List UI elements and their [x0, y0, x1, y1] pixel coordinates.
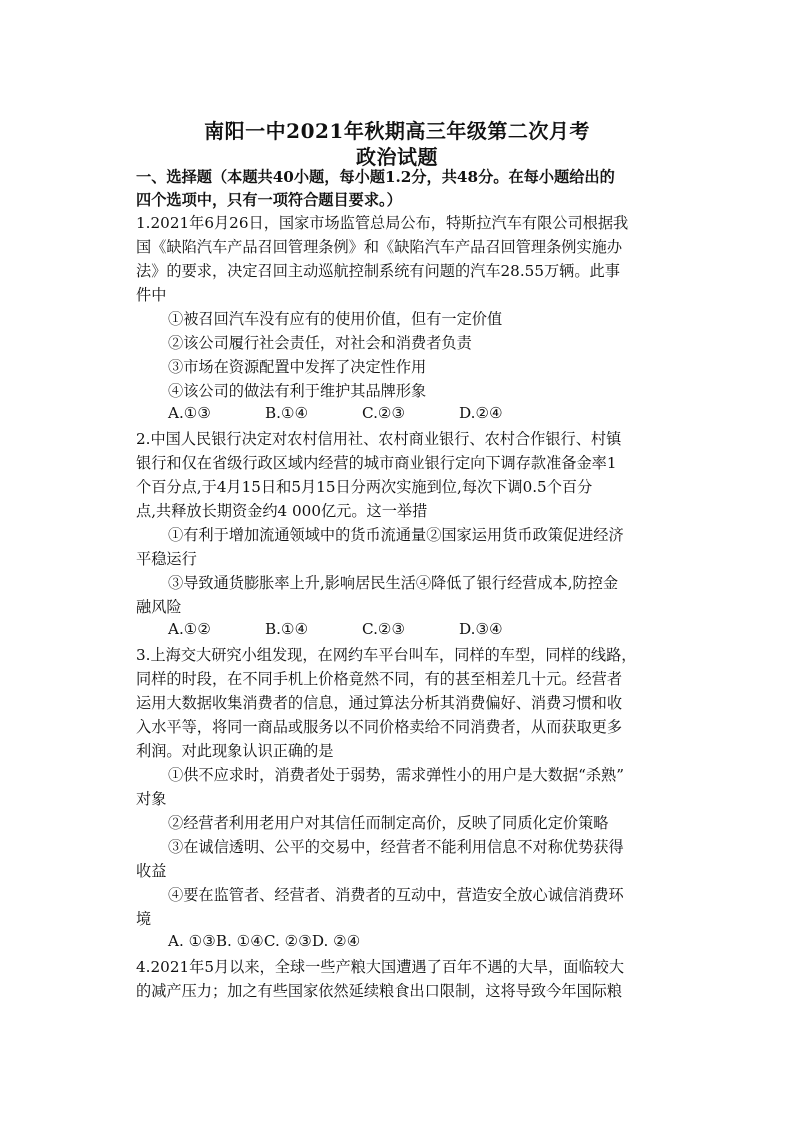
option-b: B.①④ — [265, 620, 309, 638]
question-3-stem: 入水平等，将同一商品或服务以不同价格卖给不同消费者，从而获取更多 — [136, 718, 622, 736]
question-3-stem: 同样的时段，在不同手机上价格竟然不同，有的甚至相差几十元。经营者 — [136, 670, 622, 688]
question-2-item: ①有利于增加流通领域中的货币流通量②国家运用货币政策促进经济 — [168, 526, 624, 544]
option-d: D.②④ — [459, 404, 503, 422]
question-1-item: ①被召回汽车没有应有的使用价值，但有一定价值 — [168, 310, 503, 328]
question-3-stem: 利润。对此现象认识正确的是 — [136, 742, 334, 760]
question-3-item: ④要在监管者、经营者、消费者的互动中，营造安全放心诚信消费环 — [168, 886, 624, 904]
question-4-stem: 的减产压力；加之有些国家依然延续粮食出口限制，这将导致今年国际粮 — [136, 982, 622, 1000]
question-3-stem: 3.上海交大研究小组发现，在网约车平台叫车，同样的车型，同样的线路， — [136, 646, 637, 664]
question-2-item: ③导致通货膨胀率上升,影响居民生活④降低了银行经营成本,防控金 — [168, 574, 619, 592]
page-subtitle: 政治试题 — [356, 145, 438, 169]
option-b: B.①④ — [265, 404, 309, 422]
option-c: C.②③ — [362, 620, 406, 638]
question-3-item: 收益 — [136, 862, 167, 880]
question-1-item: ③市场在资源配置中发挥了决定性作用 — [168, 358, 427, 376]
question-2-item: 平稳运行 — [136, 550, 197, 568]
question-2-item: 融风险 — [136, 598, 182, 616]
question-2-stem: 银行和仅在省级行政区域内经营的城市商业银行定向下调存款准备金率1 — [136, 454, 617, 472]
question-2-stem: 点,共释放长期资金约4 000亿元。这一举措 — [136, 502, 428, 520]
question-2-stem: 个百分点,于4月15日和5月15日分两次实施到位,每次下调0.5个百分 — [136, 478, 593, 496]
option-a: A.①② — [168, 620, 212, 638]
question-2-options — [168, 620, 503, 638]
question-1-stem: 件中 — [136, 286, 167, 304]
question-3-item: ②经营者利用老用户对其信任而制定高价，反映了同质化定价策略 — [168, 814, 609, 832]
page-title: 南阳一中2021年秋期高三年级第二次月考 — [204, 119, 590, 143]
section-header: 一、选择题（本题共40小题，每小题1.2分，共48分。在每小题给出的 — [136, 168, 615, 186]
question-3-item: ①供不应求时，消费者处于弱势，需求弹性小的用户是大数据“杀熟” — [168, 766, 624, 784]
question-1-stem: 1.2021年6月26日，国家市场监管总局公布，特斯拉汽车有限公司根据我 — [136, 214, 629, 232]
question-1-options — [168, 404, 503, 422]
question-4-stem: 4.2021年5月以来，全球一些产粮大国遭遇了百年不遇的大旱，面临较大 — [136, 958, 625, 976]
question-1-item: ④该公司的做法有利于维护其品牌形象 — [168, 382, 427, 400]
question-3-item: 境 — [136, 910, 152, 928]
question-1-item: ②该公司履行社会责任，对社会和消费者负责 — [168, 334, 472, 352]
question-3-item: ③在诚信透明、公平的交易中，经营者不能利用信息不对称优势获得 — [168, 838, 624, 856]
question-2-stem: 2.中国人民银行决定对农村信用社、农村商业银行、农村合作银行、村镇 — [136, 430, 622, 448]
option-c: C.②③ — [362, 404, 406, 422]
question-1-stem: 法》的要求，决定召回主动巡航控制系统有问题的汽车28.55万辆。此事 — [136, 262, 620, 280]
question-3-options: A. ①③B. ①④C. ②③D. ②④ — [168, 932, 361, 950]
question-3-item: 对象 — [136, 790, 167, 808]
option-d: D.③④ — [459, 620, 503, 638]
section-header: 四个选项中，只有一项符合题目要求。） — [136, 191, 402, 209]
option-a: A.①③ — [168, 404, 212, 422]
question-3-stem: 运用大数据收集消费者的信息，通过算法分析其消费偏好、消费习惯和收 — [136, 694, 622, 712]
question-1-stem: 国《缺陷汽车产品召回管理条例》和《缺陷汽车产品召回管理条例实施办 — [136, 238, 622, 256]
